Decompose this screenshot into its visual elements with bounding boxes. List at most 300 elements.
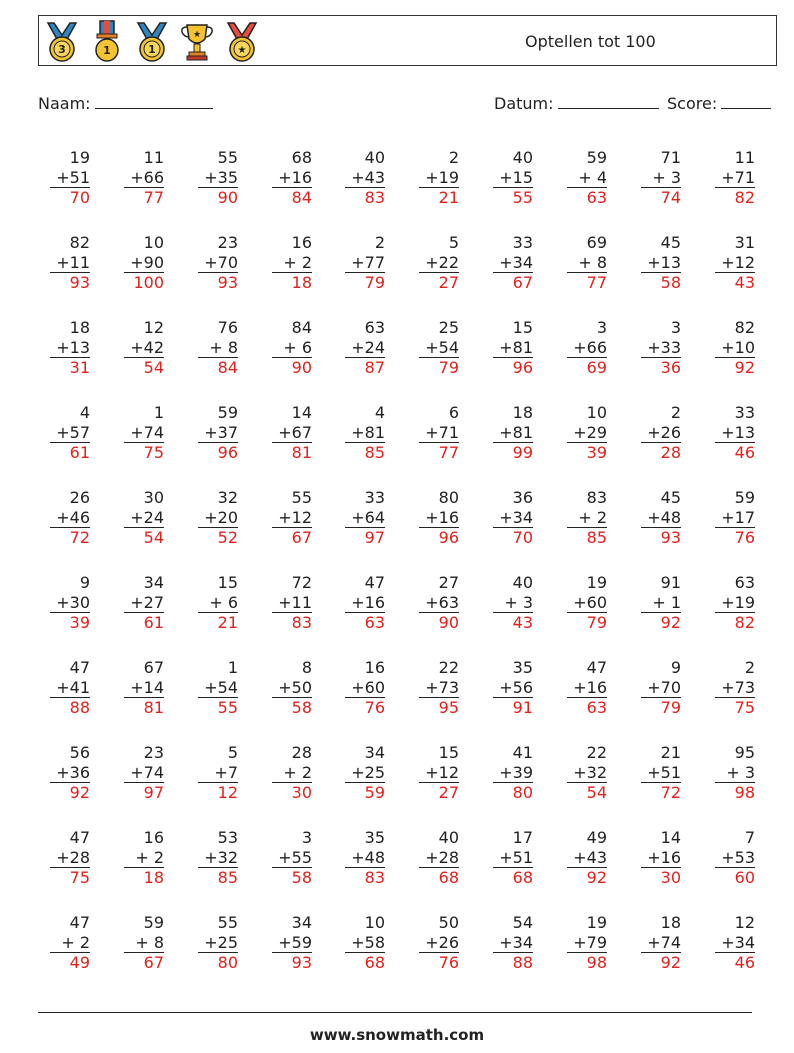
problem <box>641 233 681 293</box>
problem-answer: 90 <box>217 188 238 207</box>
problem <box>567 488 607 548</box>
problem-answer: 75 <box>69 868 90 887</box>
problem-top-number: 76 <box>217 318 238 337</box>
problem-addend: +34 <box>493 508 533 529</box>
name-blank[interactable] <box>95 92 213 109</box>
problem <box>198 913 238 973</box>
problem-answer: 63 <box>586 188 607 207</box>
problem-top-number: 40 <box>364 148 385 167</box>
problem-top-number: 9 <box>79 573 90 592</box>
problem-answer: 69 <box>586 358 607 377</box>
problem-top-number: 1 <box>227 658 238 677</box>
problem-top-number: 54 <box>512 913 533 932</box>
problem-answer: 68 <box>364 953 385 972</box>
name-label: Naam: <box>38 94 91 113</box>
problem-answer: 39 <box>69 613 90 632</box>
problem-addend: +24 <box>345 338 385 359</box>
problem-addend: +70 <box>198 253 238 274</box>
problem <box>567 233 607 293</box>
problem-top-number: 16 <box>364 658 385 677</box>
svg-text:★: ★ <box>192 30 202 40</box>
problem-top-number: 33 <box>364 488 385 507</box>
problem-top-number: 40 <box>512 148 533 167</box>
problem-top-number: 25 <box>438 318 459 337</box>
problem-addend: +30 <box>50 593 90 614</box>
problem-answer: 18 <box>291 273 312 292</box>
problem <box>124 233 164 293</box>
problem <box>641 318 681 378</box>
problem-answer: 84 <box>291 188 312 207</box>
problem <box>493 658 533 718</box>
problem-answer: 54 <box>143 528 164 547</box>
problem <box>567 743 607 803</box>
medal-row <box>44 19 260 65</box>
problem-top-number: 49 <box>586 828 607 847</box>
problem <box>567 658 607 718</box>
problem <box>272 148 312 208</box>
problem-top-number: 3 <box>670 318 681 337</box>
problem-addend: +79 <box>567 933 607 954</box>
problem <box>715 828 755 888</box>
svg-text:1: 1 <box>103 44 111 57</box>
problem-addend: + 2 <box>50 933 90 954</box>
problem <box>715 318 755 378</box>
problem-addend: +81 <box>345 423 385 444</box>
problem-addend: +51 <box>641 763 681 784</box>
problem <box>272 743 312 803</box>
problem-addend: +34 <box>715 933 755 954</box>
problem-addend: +15 <box>493 168 533 189</box>
problem-addend: +57 <box>50 423 90 444</box>
problem <box>419 658 459 718</box>
problem-top-number: 45 <box>660 233 681 252</box>
problem-addend: +66 <box>567 338 607 359</box>
problem-top-number: 82 <box>69 233 90 252</box>
problem-top-number: 1 <box>153 403 164 422</box>
problem-addend: +25 <box>198 933 238 954</box>
problem-top-number: 23 <box>143 743 164 762</box>
problem-top-number: 59 <box>586 148 607 167</box>
problem-answer: 82 <box>734 613 755 632</box>
problem-answer: 12 <box>217 783 238 802</box>
problem-top-number: 59 <box>143 913 164 932</box>
problem <box>50 403 90 463</box>
problem-answer: 55 <box>512 188 533 207</box>
problem-addend: +55 <box>272 848 312 869</box>
problem-addend: +81 <box>493 338 533 359</box>
problem-answer: 85 <box>586 528 607 547</box>
problem-top-number: 18 <box>69 318 90 337</box>
problem <box>198 658 238 718</box>
problem-answer: 70 <box>512 528 533 547</box>
name-field <box>38 92 213 114</box>
problem-addend: +11 <box>272 593 312 614</box>
problem-top-number: 50 <box>438 913 459 932</box>
problem-addend: +35 <box>198 168 238 189</box>
svg-text:★: ★ <box>237 45 247 56</box>
problem-top-number: 31 <box>734 233 755 252</box>
score-blank[interactable] <box>721 92 771 109</box>
problem-addend: + 1 <box>641 593 681 614</box>
problem-answer: 27 <box>438 783 459 802</box>
problem-answer: 87 <box>364 358 385 377</box>
problem-answer: 77 <box>438 443 459 462</box>
problem <box>567 828 607 888</box>
problem-top-number: 26 <box>69 488 90 507</box>
problem-top-number: 21 <box>660 743 681 762</box>
problem-top-number: 47 <box>69 828 90 847</box>
problem <box>198 318 238 378</box>
problem-answer: 46 <box>734 443 755 462</box>
problem-top-number: 15 <box>217 573 238 592</box>
problem <box>419 913 459 973</box>
problem-answer: 68 <box>512 868 533 887</box>
problem-addend: +59 <box>272 933 312 954</box>
problem <box>272 488 312 548</box>
problem-addend: +74 <box>641 933 681 954</box>
problem-top-number: 2 <box>670 403 681 422</box>
problem-top-number: 68 <box>291 148 312 167</box>
problem-answer: 49 <box>69 953 90 972</box>
problem <box>641 148 681 208</box>
problem-addend: + 2 <box>124 848 164 869</box>
problem-top-number: 6 <box>448 403 459 422</box>
problem-answer: 81 <box>291 443 312 462</box>
problem-top-number: 71 <box>660 148 681 167</box>
problem <box>493 488 533 548</box>
problem-answer: 58 <box>660 273 681 292</box>
problem-answer: 76 <box>364 698 385 717</box>
problem-top-number: 41 <box>512 743 533 762</box>
problem-answer: 85 <box>217 868 238 887</box>
problem-addend: +13 <box>50 338 90 359</box>
problem-top-number: 40 <box>438 828 459 847</box>
problem <box>50 233 90 293</box>
problem-addend: +70 <box>641 678 681 699</box>
problem-top-number: 27 <box>438 573 459 592</box>
problem-top-number: 12 <box>143 318 164 337</box>
problem-top-number: 55 <box>217 148 238 167</box>
problem <box>124 913 164 973</box>
problem-addend: +66 <box>124 168 164 189</box>
problem-addend: +60 <box>345 678 385 699</box>
medal-star-icon <box>224 19 260 65</box>
problem-top-number: 59 <box>217 403 238 422</box>
problem <box>345 743 385 803</box>
problem <box>641 573 681 633</box>
problem-answer: 97 <box>364 528 385 547</box>
problem <box>493 913 533 973</box>
problem <box>124 573 164 633</box>
problem-addend: +43 <box>567 848 607 869</box>
problem <box>493 318 533 378</box>
problem-addend: + 8 <box>567 253 607 274</box>
problem <box>345 828 385 888</box>
problem-addend: +63 <box>419 593 459 614</box>
problem <box>198 828 238 888</box>
problem <box>50 148 90 208</box>
problem-addend: +16 <box>641 848 681 869</box>
problem-answer: 63 <box>586 698 607 717</box>
problem-top-number: 95 <box>734 743 755 762</box>
problem-answer: 96 <box>217 443 238 462</box>
problem <box>345 573 385 633</box>
problem-addend: +58 <box>345 933 385 954</box>
problem-top-number: 63 <box>734 573 755 592</box>
problem-answer: 74 <box>660 188 681 207</box>
problem-answer: 72 <box>69 528 90 547</box>
problem <box>345 403 385 463</box>
problem <box>198 488 238 548</box>
problem-top-number: 47 <box>586 658 607 677</box>
problem <box>50 488 90 548</box>
problem-top-number: 14 <box>660 828 681 847</box>
problem-answer: 55 <box>217 698 238 717</box>
problem-addend: +34 <box>493 253 533 274</box>
problem-answer: 36 <box>660 358 681 377</box>
problem <box>419 233 459 293</box>
problem-top-number: 5 <box>448 233 459 252</box>
problem-answer: 30 <box>291 783 312 802</box>
problem-addend: + 2 <box>567 508 607 529</box>
problem <box>198 573 238 633</box>
problem-addend: +81 <box>493 423 533 444</box>
date-blank[interactable] <box>558 92 659 109</box>
problem-answer: 88 <box>69 698 90 717</box>
problem <box>50 913 90 973</box>
problem-answer: 61 <box>143 613 164 632</box>
problem-addend: +14 <box>124 678 164 699</box>
problem-addend: +7 <box>198 763 238 784</box>
problem-answer: 68 <box>438 868 459 887</box>
problem-addend: +77 <box>345 253 385 274</box>
problem-addend: +51 <box>50 168 90 189</box>
problem-top-number: 11 <box>734 148 755 167</box>
problem-addend: + 8 <box>124 933 164 954</box>
problem-answer: 92 <box>586 868 607 887</box>
problem <box>493 743 533 803</box>
problem <box>567 913 607 973</box>
problem-answer: 84 <box>217 358 238 377</box>
problem <box>124 658 164 718</box>
problem-answer: 67 <box>512 273 533 292</box>
problem-addend: +16 <box>419 508 459 529</box>
problem-top-number: 72 <box>291 573 312 592</box>
problem-addend: + 8 <box>198 338 238 359</box>
problem-top-number: 12 <box>734 913 755 932</box>
score-field <box>667 92 771 114</box>
problem-addend: +12 <box>419 763 459 784</box>
problem-answer: 92 <box>660 953 681 972</box>
problem-answer: 98 <box>734 783 755 802</box>
problem-addend: +16 <box>345 593 385 614</box>
problem-answer: 39 <box>586 443 607 462</box>
problem-top-number: 10 <box>143 233 164 252</box>
problem-addend: +56 <box>493 678 533 699</box>
problem-top-number: 82 <box>734 318 755 337</box>
problem <box>198 743 238 803</box>
problem-top-number: 14 <box>291 403 312 422</box>
problem-addend: +54 <box>419 338 459 359</box>
problem-top-number: 15 <box>512 318 533 337</box>
problem-answer: 75 <box>143 443 164 462</box>
problem-answer: 63 <box>364 613 385 632</box>
problem-answer: 93 <box>660 528 681 547</box>
problem-answer: 18 <box>143 868 164 887</box>
problem-addend: +22 <box>419 253 459 274</box>
footer-divider <box>38 1012 752 1013</box>
problem-addend: +11 <box>50 253 90 274</box>
problem <box>50 318 90 378</box>
problem <box>345 148 385 208</box>
problem-addend: + 6 <box>272 338 312 359</box>
problem-answer: 92 <box>734 358 755 377</box>
problem-answer: 92 <box>660 613 681 632</box>
problem-answer: 70 <box>69 188 90 207</box>
problem-top-number: 2 <box>744 658 755 677</box>
problem-top-number: 34 <box>143 573 164 592</box>
problem-answer: 75 <box>734 698 755 717</box>
problem <box>345 233 385 293</box>
problem <box>715 488 755 548</box>
problem-addend: +16 <box>272 168 312 189</box>
problem-addend: +19 <box>715 593 755 614</box>
problem-top-number: 11 <box>143 148 164 167</box>
problem <box>124 403 164 463</box>
problem-answer: 67 <box>291 528 312 547</box>
problem <box>567 148 607 208</box>
problem-addend: +74 <box>124 423 164 444</box>
problem-top-number: 55 <box>217 913 238 932</box>
problem-top-number: 55 <box>291 488 312 507</box>
problem-addend: +50 <box>272 678 312 699</box>
problem-addend: +24 <box>124 508 164 529</box>
problem <box>198 233 238 293</box>
problem <box>50 828 90 888</box>
problem <box>567 403 607 463</box>
problem-answer: 76 <box>734 528 755 547</box>
problem <box>641 658 681 718</box>
problem <box>272 913 312 973</box>
problem-answer: 80 <box>217 953 238 972</box>
problem-top-number: 19 <box>586 573 607 592</box>
problem-addend: +74 <box>124 763 164 784</box>
problem <box>641 913 681 973</box>
problem <box>419 403 459 463</box>
problem-addend: +41 <box>50 678 90 699</box>
problem-answer: 79 <box>438 358 459 377</box>
problem-addend: +12 <box>715 253 755 274</box>
problem <box>345 488 385 548</box>
problem-answer: 97 <box>143 783 164 802</box>
problem-top-number: 3 <box>596 318 607 337</box>
problem-answer: 90 <box>291 358 312 377</box>
problem <box>715 573 755 633</box>
problem-answer: 91 <box>512 698 533 717</box>
problem-addend: +12 <box>272 508 312 529</box>
problem <box>493 573 533 633</box>
problem-addend: +42 <box>124 338 164 359</box>
problem-top-number: 18 <box>660 913 681 932</box>
problem-top-number: 59 <box>734 488 755 507</box>
problem <box>641 403 681 463</box>
problem-top-number: 8 <box>301 658 312 677</box>
problem-addend: + 3 <box>493 593 533 614</box>
problem <box>124 488 164 548</box>
problem-addend: +37 <box>198 423 238 444</box>
problem-top-number: 36 <box>512 488 533 507</box>
problem-top-number: 19 <box>69 148 90 167</box>
problem-top-number: 83 <box>586 488 607 507</box>
problem-addend: +19 <box>419 168 459 189</box>
problem-top-number: 23 <box>217 233 238 252</box>
problem <box>124 743 164 803</box>
problem <box>124 828 164 888</box>
problem-addend: + 4 <box>567 168 607 189</box>
problem-top-number: 19 <box>586 913 607 932</box>
problem <box>419 573 459 633</box>
header-box <box>38 15 777 66</box>
problem-answer: 54 <box>143 358 164 377</box>
problem-answer: 93 <box>291 953 312 972</box>
problem-top-number: 47 <box>69 913 90 932</box>
problem-top-number: 47 <box>364 573 385 592</box>
medal-1-icon <box>134 19 170 65</box>
problem-top-number: 34 <box>291 913 312 932</box>
problem <box>198 403 238 463</box>
problem-answer: 79 <box>364 273 385 292</box>
problem-addend: + 6 <box>198 593 238 614</box>
problem-top-number: 84 <box>291 318 312 337</box>
svg-text:1: 1 <box>148 43 156 56</box>
problem-addend: +71 <box>419 423 459 444</box>
problem-addend: +28 <box>419 848 459 869</box>
problem-top-number: 32 <box>217 488 238 507</box>
problem-answer: 27 <box>438 273 459 292</box>
problem <box>419 148 459 208</box>
problem-addend: +43 <box>345 168 385 189</box>
score-label: Score: <box>667 94 718 113</box>
problem-answer: 81 <box>143 698 164 717</box>
problem <box>345 913 385 973</box>
problem <box>50 573 90 633</box>
problem-top-number: 16 <box>291 233 312 252</box>
problem-answer: 58 <box>291 868 312 887</box>
problem <box>493 828 533 888</box>
problem-addend: +13 <box>715 423 755 444</box>
problem-top-number: 69 <box>586 233 607 252</box>
problem <box>345 318 385 378</box>
problem-answer: 79 <box>660 698 681 717</box>
problem-addend: +67 <box>272 423 312 444</box>
problem-top-number: 63 <box>364 318 385 337</box>
problem <box>50 743 90 803</box>
problem-answer: 61 <box>69 443 90 462</box>
page-title: Optellen tot 100 <box>525 32 656 51</box>
problem-addend: +27 <box>124 593 164 614</box>
problem-addend: + 2 <box>272 763 312 784</box>
problem-addend: +48 <box>345 848 385 869</box>
problem-top-number: 33 <box>512 233 533 252</box>
problem-top-number: 10 <box>364 913 385 932</box>
problem-answer: 31 <box>69 358 90 377</box>
problem-top-number: 4 <box>374 403 385 422</box>
problem-addend: +33 <box>641 338 681 359</box>
problem-addend: +54 <box>198 678 238 699</box>
problem-answer: 96 <box>438 528 459 547</box>
problem-answer: 43 <box>512 613 533 632</box>
problem-addend: +36 <box>50 763 90 784</box>
